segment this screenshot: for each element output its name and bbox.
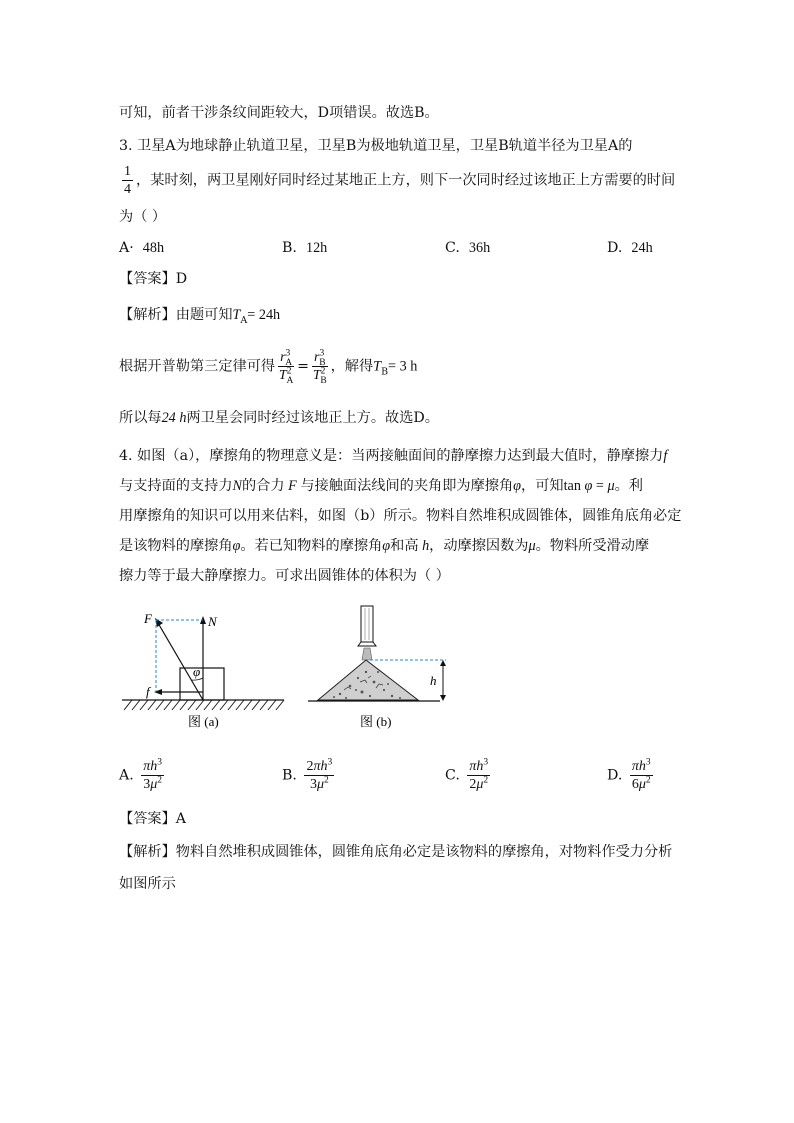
analysis-line-2: 根据开普勒第三定律可得 $\frac{r^3_A}{T^2_A}$ = $\frac{r^3_B}{T^2_B}$ ，解得$T_B= 3$ h [119, 348, 418, 386]
kepler-fraction-a: $\frac{r^3_A}{T^2_A}$ [278, 348, 294, 386]
question-3-line2: $\frac{1}{4}$ ，某时刻，两卫星刚好同时经过某地正上方，则下一次同时经过该地正上方需要的时间 [124, 164, 676, 197]
svg-text:f: f [146, 684, 150, 699]
question-3-text: 3. 卫星A为地球静止轨道卫星，卫星B为极地轨道卫星，卫星B轨道半径为卫星A的 [119, 138, 633, 154]
option-c[interactable]: C. $\frac{\pi h^3}{2\mu^2}$ [445, 757, 489, 792]
text-line: 可知，前者干涉条纹间距较大，D项错误。故选B。 [119, 105, 439, 121]
analysis-line-2: 如图所示 [119, 876, 176, 892]
question-4-line3: 用摩擦角的知识可以用来估料，如图（b）所示。物料自然堆积成圆锥体，圆锥角底角必定 [119, 508, 682, 524]
svg-text:N: N [208, 614, 217, 629]
analysis-line-1: 【解析】由题可知$T_A= 24h$ [119, 307, 281, 326]
figure-a-label: 图 (a) [188, 714, 219, 729]
figure-b-cone-pile [300, 602, 460, 734]
option-d[interactable]: D. 24h [607, 240, 653, 256]
svg-text:φ: φ [193, 664, 201, 679]
svg-text:F: F [144, 611, 152, 626]
option-b[interactable]: B. 12h [282, 240, 328, 256]
kepler-fraction-b: $\frac{r^3_B}{T^2_B}$ [312, 348, 327, 386]
question-4-line4: 是该物料的摩擦角φ。若已知物料的摩擦角φ和高 h，动摩擦因数为μ。物料所受滑动摩 [119, 538, 650, 554]
analysis-line-3: 所以每24 h两卫星会同时经过该地正上方。故选D。 [119, 410, 439, 426]
question-3-line3: 为（ ） [119, 209, 167, 225]
figure-b-label: 图 (b) [360, 714, 392, 729]
svg-text:h: h [430, 673, 437, 688]
answer-line: 【答案】D [119, 271, 188, 287]
option-c[interactable]: C. 36h [445, 240, 491, 256]
analysis-line: 【解析】物料自然堆积成圆锥体，圆锥角底角必定是该物料的摩擦角，对物料作受力分析 [119, 844, 673, 860]
question-4-text: 4. 如图（a），摩擦角的物理意义是：当两接触面间的静摩擦力达到最大值时，静摩擦力f [119, 448, 668, 464]
figure-a-friction-angle [118, 606, 288, 734]
fraction-quarter: $\frac{1}{4}$ [124, 164, 131, 197]
question-4-line5: 擦力等于最大静摩擦力。可求出圆锥体的体积为（ ） [119, 568, 450, 584]
question-4-line2: 与支持面的支持力N的合力 F 与接触面法线间的夹角即为摩擦角φ，可知tan φ = μ。利 [119, 478, 643, 494]
option-d[interactable]: D. $\frac{\pi h^3}{6\mu^2}$ [607, 757, 651, 792]
option-a[interactable]: A· 48h [119, 240, 165, 256]
option-b[interactable]: B. $\frac{2\pi h^3}{3\mu^2}$ [282, 757, 333, 792]
answer-line: 【答案】A [119, 811, 187, 827]
option-a[interactable]: A. $\frac{\pi h^3}{3\mu^2}$ [119, 757, 163, 792]
